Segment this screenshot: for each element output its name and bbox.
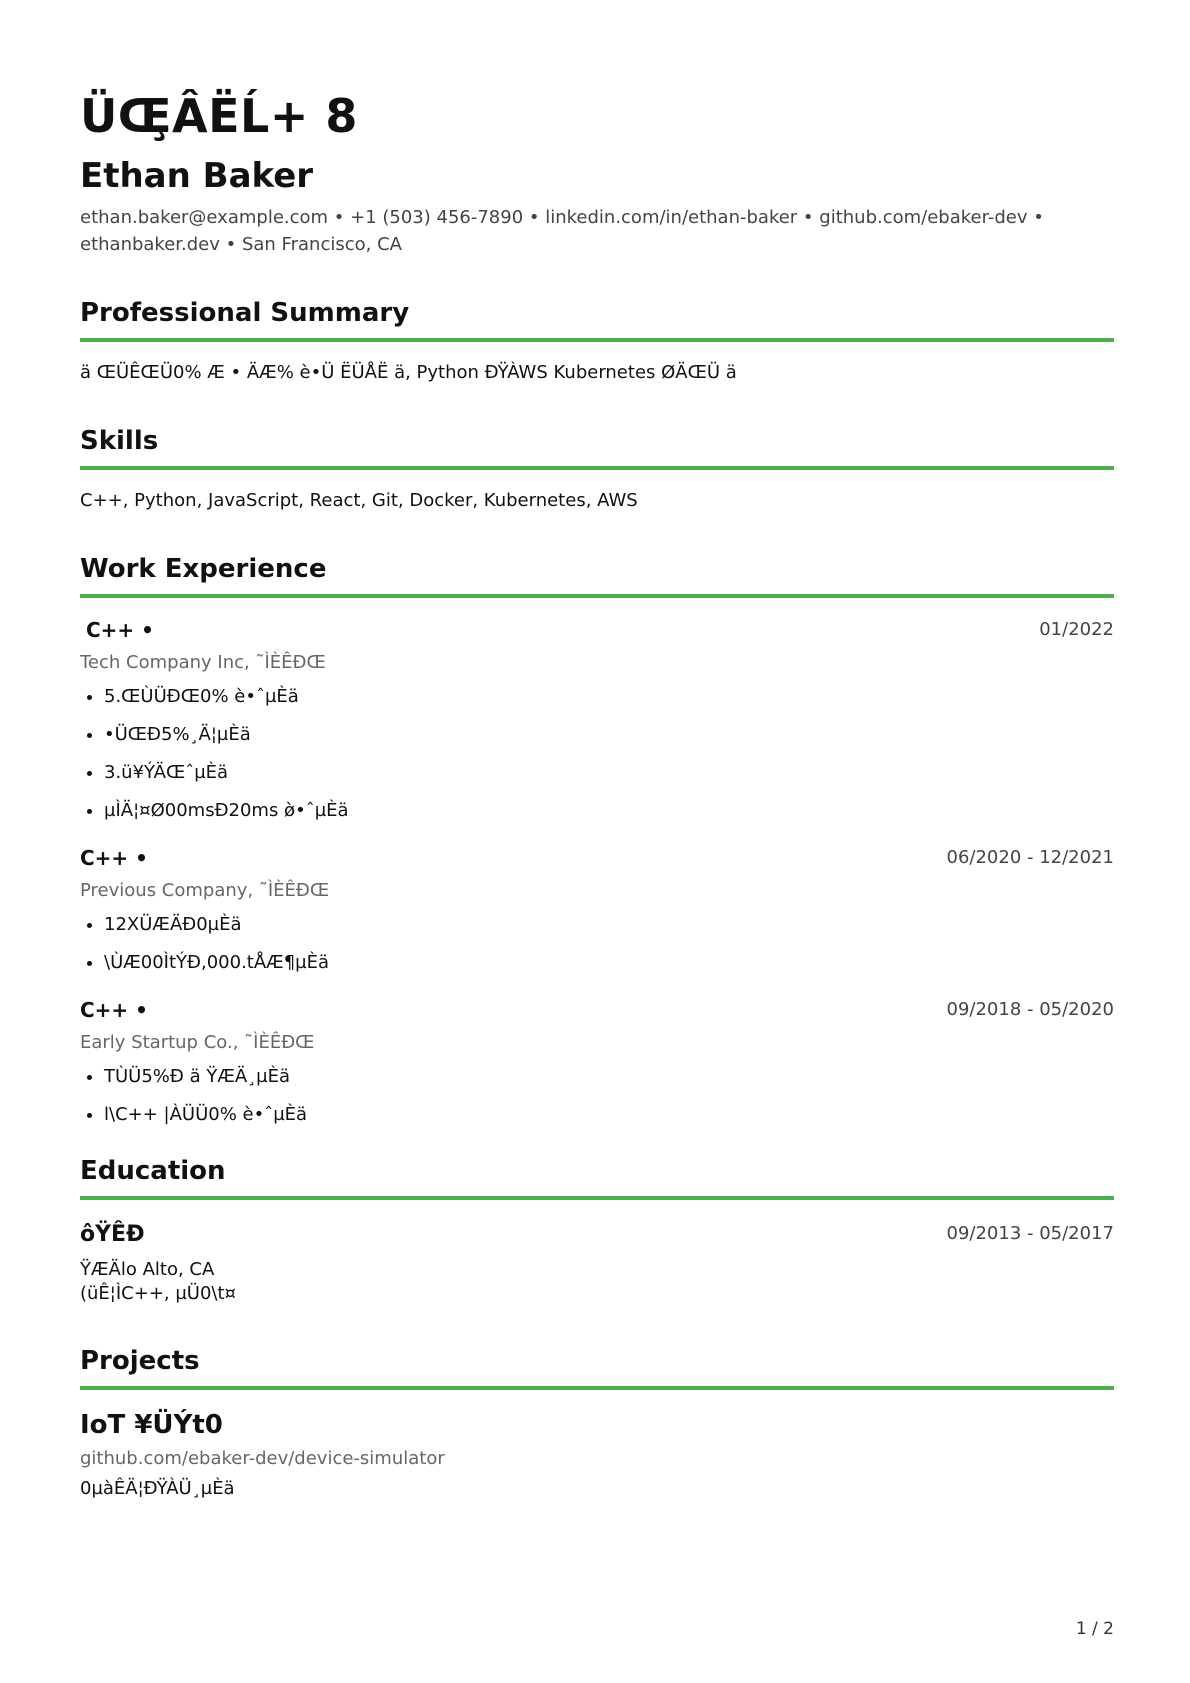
skills-text: C++, Python, JavaScript, React, Git, Docker, Kubernetes, AWS [80, 490, 638, 511]
job-bullet: • µÌÄ¦¤Ø00msÐ20ms ø̀•ˆµÈä [104, 798, 1114, 824]
job-bullet: • 3.ü¥ÝÄŒˆµÈä [104, 760, 1114, 786]
experience-heading: Work Experience [80, 552, 1114, 598]
job-date: 09/2018 - 05/2020 [946, 999, 1114, 1020]
job-company: Early Startup Co., ˜ÌÈÊÐŒ [80, 1032, 315, 1053]
skills-heading: Skills [80, 424, 1114, 470]
experience-section [80, 552, 1114, 1128]
job-title: C++ • [80, 998, 148, 1022]
education-date: 09/2013 - 05/2017 [946, 1223, 1114, 1244]
job-entry [80, 996, 1114, 1128]
project-description: 0µàÊÄ¦ÐŸÀÜ¸µÈä [80, 1478, 235, 1499]
job-bullet: • 12XÜÆÄÐ0µÈä [104, 912, 1114, 938]
school-location: ŸÆÄlo Alto, CA [80, 1259, 215, 1280]
job-company: Tech Company Inc, ˜ÌÈÊÐŒ [80, 652, 326, 673]
job-entry [80, 844, 1114, 976]
job-list [80, 616, 1114, 1128]
skills-section [80, 424, 1114, 514]
summary-text: ä ŒÜÊŒÜ0% Æ • ÄÆ% è•Ü ËÜÅË ä, Python ÐŸÀWS Kubernetes ØÄŒÜ ä [80, 362, 737, 383]
job-bullet: • TÙÜ5%Ð ä ŸÆÄ¸µÈä [104, 1064, 1114, 1090]
document-title: ÜŒ̧ÂËĹ+ 8 [80, 89, 358, 143]
education-entry [80, 1220, 1114, 1306]
job-bullets [80, 684, 1114, 824]
job-date: 01/2022 [1039, 619, 1114, 640]
candidate-name: Ethan Baker [80, 156, 314, 196]
summary-heading: Professional Summary [80, 296, 1114, 342]
job-bullets [80, 1064, 1114, 1128]
resume-page [80, 88, 1114, 1502]
education-section [80, 1154, 1114, 1306]
projects-section [80, 1344, 1114, 1502]
education-heading: Education [80, 1154, 1114, 1200]
project-entry [80, 1408, 1114, 1502]
job-title: C++ • [86, 618, 154, 642]
job-date: 06/2020 - 12/2021 [946, 847, 1114, 868]
job-company: Previous Company, ˜ÌÈÊÐŒ [80, 880, 330, 901]
summary-section [80, 296, 1114, 386]
job-bullet: • l\C++ |ÀÜÜ0% è•ˆµÈä [104, 1102, 1114, 1128]
page-number: 1 / 2 [1075, 1619, 1114, 1639]
education-detail: (üÊ¦ÌC++, µÜ0\t¤ [80, 1283, 237, 1304]
project-title: IoT ¥ÜÝt0 [80, 1410, 223, 1440]
job-bullets [80, 912, 1114, 976]
job-bullet: • 5.ŒÙÜÐŒ0% è•ˆµÈä [104, 684, 1114, 710]
project-link[interactable]: github.com/ebaker-dev/device-simulator [80, 1448, 445, 1469]
job-title: C++ • [80, 846, 148, 870]
job-bullet: • \ÙÆ00ÌtÝÐ,000.tÅÆ¶µÈä [104, 950, 1114, 976]
school-name: ôŸÊÐ [80, 1222, 145, 1247]
job-bullet: • •ÜŒÐ5%¸Ä¦µÈä [104, 722, 1114, 748]
job-entry [80, 616, 1114, 824]
projects-heading: Projects [80, 1344, 1114, 1390]
contact-line: ethan.baker@example.com • +1 (503) 456-7890 • linkedin.com/in/ethan-baker • github.com/ebaker-dev • ethanbaker.dev • San Francisco, CA [80, 207, 1044, 255]
